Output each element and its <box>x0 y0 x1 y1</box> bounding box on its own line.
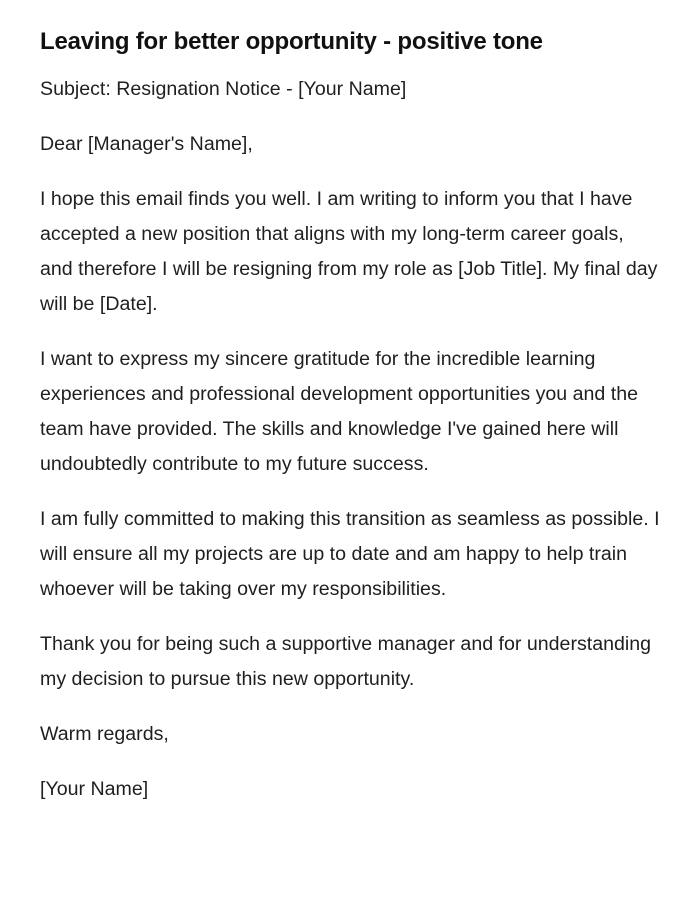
body-paragraph-3: I am fully committed to making this transition as seamless as possible. I will ensure all my projects are up to date and am happy to help train whoever will be taking over my responsibilities. <box>40 508 660 600</box>
body-paragraph-4: Thank you for being such a supportive manager and for understanding my decision to pursue this new opportunity. <box>40 633 652 690</box>
document-title: Leaving for better opportunity - positive tone <box>40 28 543 55</box>
email-subject: Subject: Resignation Notice - [Your Name] <box>40 78 407 100</box>
signature: [Your Name] <box>40 778 149 800</box>
closing: Warm regards, <box>40 723 169 745</box>
salutation: Dear [Manager's Name], <box>40 133 253 155</box>
body-paragraph-1: I hope this email finds you well. I am writing to inform you that I have accepted a new position that aligns with my long-term career goals, and therefore I will be resigning from my role as [Job Title]. My final day will be [Date]. <box>40 188 658 315</box>
body-paragraph-2: I want to express my sincere gratitude for the incredible learning experiences and professional development opportunities you and the team have provided. The skills and knowledge I've gained here will undoubtedly contribute to my future success. <box>40 348 639 475</box>
